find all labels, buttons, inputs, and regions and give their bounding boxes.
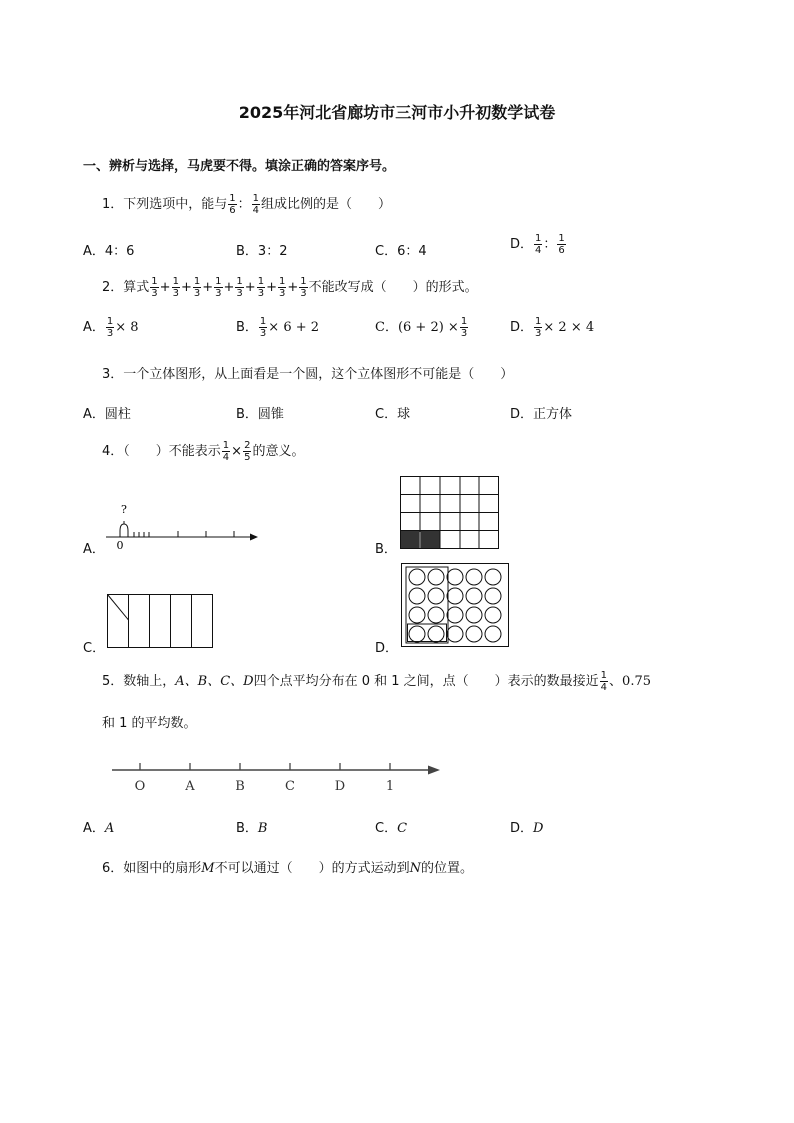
q2-option-c[interactable]: C．(6 + 2) × $\frac{1}{3}$ (375, 316, 468, 339)
q2-term-fraction: $\frac{1}{3}$ (300, 276, 307, 299)
q1-d-fraction-1: $\frac{1}{4}$ (535, 233, 542, 256)
q1-option-d[interactable]: D． $\frac{1}{4}$ ： $\frac{1}{6}$ (510, 233, 565, 256)
axis-label-o: O (134, 779, 146, 794)
question-1 (102, 193, 391, 216)
q4-figure-b-grid (400, 476, 502, 552)
q4-fraction-2: $\frac{2}{5}$ (244, 440, 251, 463)
q4-text-post: 的意义。 (252, 444, 305, 459)
q2-sum-expression (149, 276, 308, 299)
q1-option-b[interactable]: B．3：2 (236, 244, 288, 259)
q2-option-b[interactable]: B． $\frac{1}{3}$ × 6 + 2 (236, 316, 320, 339)
q3-option-a[interactable]: A．圆柱 (83, 407, 131, 422)
question-2 (102, 276, 478, 299)
axis-label-b: B (235, 779, 245, 794)
q4-fraction-1: $\frac{1}{4}$ (222, 440, 230, 463)
q2-term-fraction: $\frac{1}{3}$ (257, 276, 265, 299)
q5-option-c[interactable]: C．C (375, 821, 408, 836)
q4-figure-a-number-line (100, 500, 265, 552)
page-title: 2025年河北省廊坊市三河市小升初数学试卷 (238, 103, 556, 122)
plus-sign: + (223, 280, 235, 295)
q2-term-fraction: $\frac{1}{3}$ (278, 276, 286, 299)
question-5: 5．数轴上，A、B、C、D四个点平均分布在 0 和 1 之间，点（ ）表示的数最接近 $\frac{1}{4}$ 、0.75 (102, 670, 651, 693)
q6-sector-m: M (201, 861, 215, 876)
q4-option-d[interactable]: D． (375, 641, 399, 656)
q2-term-fraction: $\frac{1}{3}$ (193, 276, 201, 299)
q4-figure-d-circles (401, 563, 511, 649)
axis-label-d: D (334, 779, 346, 794)
plus-sign: + (180, 280, 192, 295)
q1-text-post: 组成比例的是（ ） (261, 197, 392, 212)
axis-label-a: A (185, 779, 195, 794)
q6-position-n: N (409, 861, 421, 876)
axis-label-c: C (285, 779, 295, 794)
zero-label: 0 (116, 539, 124, 552)
q2-term-fraction: $\frac{1}{3}$ (151, 276, 158, 299)
q5-option-a[interactable]: A．A (83, 821, 115, 836)
q2-text-post: 不能改写成（ ）的形式。 (308, 280, 478, 295)
question-6: 6．如图中的扇形M不可以通过（ ）的方式运动到N的位置。 (102, 861, 473, 876)
q1-colon: ： (237, 197, 251, 212)
q5-axis-labels (135, 763, 394, 794)
plus-sign: + (287, 280, 299, 295)
plus-sign: + (244, 280, 256, 295)
number-line-ticks (120, 531, 234, 537)
q2-text-pre: 2．算式 (102, 280, 150, 295)
q1-option-c[interactable]: C．6：4 (375, 244, 427, 259)
q1-d-fraction-2: $\frac{1}{6}$ (558, 233, 565, 256)
q4-text-pre: 4．（ ）不能表示 (102, 444, 221, 459)
question-5-line2: 和 1 的平均数。 (102, 716, 197, 731)
q4-option-a[interactable]: A． (83, 542, 105, 557)
question-mark-label: ? (121, 503, 127, 516)
section-heading: 一、辨析与选择，马虎要不得。填涂正确的答案序号。 (83, 159, 396, 174)
q1-option-a[interactable]: A．4：6 (83, 244, 135, 259)
plus-sign: + (202, 280, 214, 295)
plus-sign: + (159, 280, 171, 295)
q2-term-fraction: $\frac{1}{3}$ (172, 276, 179, 299)
q4-figure-c-rectangle (107, 594, 215, 650)
q1-fraction-2: $\frac{1}{4}$ (252, 193, 260, 216)
q1-text-pre: 1．下列选项中，能与 (102, 197, 228, 212)
q4-option-c[interactable]: C． (83, 641, 106, 656)
q5-option-b[interactable]: B．B (236, 821, 268, 836)
q1-fraction-1: $\frac{1}{6}$ (229, 193, 236, 216)
q3-option-d[interactable]: D．正方体 (510, 407, 573, 422)
axis-label-1: 1 (385, 779, 395, 794)
q5-points: A、B、C、D (175, 674, 254, 689)
q3-option-b[interactable]: B．圆锥 (236, 407, 284, 422)
q5-number-line (108, 758, 444, 796)
q3-option-c[interactable]: C．球 (375, 407, 411, 422)
q2-term-fraction: $\frac{1}{3}$ (236, 276, 243, 299)
q2-option-d[interactable]: D． $\frac{1}{3}$ × 2 × 4 (510, 316, 595, 339)
q2-option-a[interactable]: A． $\frac{1}{3}$ × 8 (83, 316, 139, 339)
q5-fraction: $\frac{1}{4}$ (600, 670, 608, 693)
q4-option-b[interactable]: B． (375, 542, 397, 557)
q2-term-fraction: $\frac{1}{3}$ (215, 276, 222, 299)
question-3: 3．一个立体图形，从上面看是一个圆，这个立体图形不可能是（ ） (102, 367, 514, 382)
plus-sign: + (266, 280, 277, 295)
q5-option-d[interactable]: D．D (510, 821, 544, 836)
question-4: 4．（ ）不能表示 $\frac{1}{4}$ × $\frac{2}{5}$ 的意义。 (102, 440, 305, 463)
